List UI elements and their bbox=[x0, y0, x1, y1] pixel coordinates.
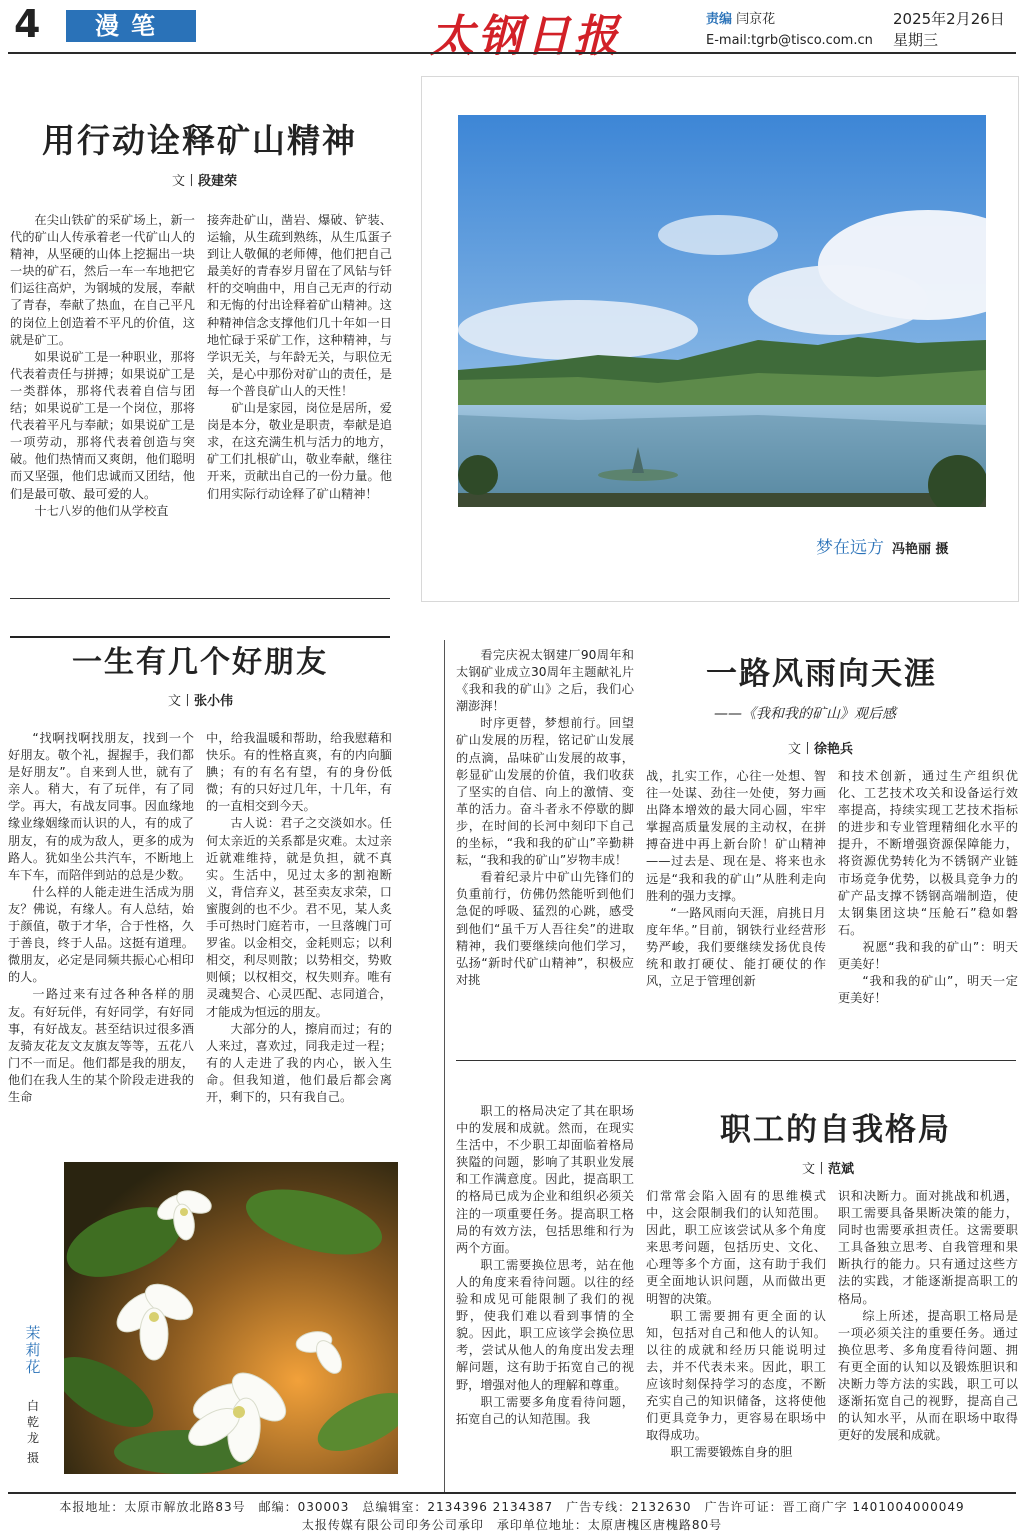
paragraph: 时序更替，梦想前行。回望矿山发展的历程，铭记矿山发展的点滴，品味矿山发展的故事，彰显矿山发展的价值，我们收获了坚实的自信、向上的激情、变革的活力。奋斗者永不停歇的脚步，在时间的长河中刻印下自己的坐标，“我和我的矿山”辛勤耕耘，“我和我的矿山”岁物丰成！ bbox=[456, 716, 634, 868]
section-label: 漫笔 bbox=[66, 10, 196, 42]
paragraph: 和技术创新，通过生产组织优化、工艺技术攻关和设备运行效率提高，持续实现工艺技术指标的进步和专业管理精细化水平的提升，不断增强资源保障能力，将资源优势转化为不锈钢产业链市场竞争优势，以极具竞争力的矿产品支撑不锈钢高端制造，使太钢集团这块“压舱石”稳如磐石。 bbox=[838, 769, 1018, 937]
jasmine-flower-photo bbox=[64, 1162, 398, 1474]
paragraph: 一路过来有过各种各样的朋友。有好玩伴，有好同学，有好同事，有好战友。甚至结识过很多酒友骑友花友文友旗友等等，五花八门不一而足。他们都是我的朋友，他们在我人生的某个阶段走进我的生命 bbox=[8, 987, 194, 1104]
paragraph: 看完庆祝太钢建厂90周年和太钢矿业成立30周年主题献礼片《我和我的矿山》之后，我们心潮澎湃！ bbox=[456, 648, 634, 714]
article2-title: 一生有几个好朋友 bbox=[72, 645, 328, 680]
paragraph: 接奔赴矿山，凿岩、爆破、铲装、运输，从生疏到熟练，从生瓜蛋子到让人敬佩的老师傅，他们把自己最美好的青春岁月留在了风钻与钎杆的交响曲中，用自己无声的行动和无悔的付出诠释着矿山精神。这种精神信念支撑他们几十年如一日地忙碌于采矿工作，这种精神，与学识无关，与年龄无关，与职位无关，是心中那份对矿山的责任，是每一个普良矿山人的天性！ bbox=[207, 213, 392, 398]
paragraph: “我和我的矿山”，明天一定更美好！ bbox=[838, 974, 1018, 1006]
paragraph: 职工需要多角度看待问题，拓宽自己的认知范围。我 bbox=[456, 1394, 634, 1426]
divider bbox=[10, 598, 390, 599]
editor-label: 责编 bbox=[706, 12, 733, 27]
photo1-credit bbox=[892, 542, 949, 557]
byline-prefix: 文丨 bbox=[788, 742, 815, 757]
header-rule bbox=[8, 52, 1016, 54]
paragraph: 大部分的人，擦肩而过；有的人来过，喜欢过，同我走过一程；有的人走进了我的内心，嵌入生命。但我知道，他们最后都会离开，剩下的，只有我自己。 bbox=[206, 1021, 392, 1104]
article3-col3 bbox=[838, 768, 1018, 1007]
article4-col3 bbox=[838, 1188, 1018, 1444]
newspaper-masthead: 太钢日报 bbox=[430, 11, 622, 62]
paragraph: 识和决断力。面对挑战和机遇，职工需要具备果断决策的能力，同时也需要承担责任。这需要职工具备独立思考、自我管理和果断执行的能力。只有通过这些方法的实践，才能逐渐提高职工的格局。 bbox=[838, 1189, 1018, 1306]
footer-printer: 太报传媒有限公司印务公司承印 承印单位地址：太原唐槐区唐槐路80号 bbox=[301, 1518, 723, 1532]
divider bbox=[456, 1060, 1016, 1061]
photo2-credit bbox=[22, 1398, 44, 1466]
credit-suffix: 摄 bbox=[26, 1451, 39, 1465]
column-divider bbox=[444, 640, 445, 1492]
photographer: 白乾龙 bbox=[26, 1399, 39, 1445]
article1-col1 bbox=[10, 212, 195, 520]
date-text: 2025年2月26日 bbox=[893, 10, 1005, 28]
byline-prefix: 文丨 bbox=[802, 1162, 829, 1177]
paragraph: “找啊找啊找朋友，找到一个好朋友。敬个礼，握握手，我们都是好朋友”。自来到人世，就有了亲人。稍大，有了玩伴，有了同学。再大，有战友同事。因血缘地缘业缘姻缘而认识的人，有的成了朋友，有的成为敌人，更多的成为路人。犹如坐公共汽车，不断地上车下车，而陪伴到站的总是少数。 bbox=[8, 731, 194, 882]
footer-address: 本报地址：太原市解放北路83号 邮编：030003 总编辑室：2134396 2134387 广告专线：2132630 广告许可证：晋工商广字 1401004000049 bbox=[59, 1500, 965, 1514]
article3-subtitle: ——《我和我的矿山》观后感 bbox=[714, 706, 896, 722]
paragraph: 如果说矿工是一种职业，那将代表着责任与拼搏；如果说矿工是一类群体，那将代表着自信与团结；如果说矿工是一个岗位，那将代表着平凡与奉献；如果说矿工是一项劳动，那将代表着创造与突破。他们热情而又爽朗，他们聪明而又坚强，他们忠诚而又团结，他们是最可敬、最可爱的人。 bbox=[10, 349, 195, 501]
article4-title: 职工的自我格局 bbox=[720, 1112, 951, 1148]
paragraph: 们常常会陷入固有的思维模式中，这会限制我们的认知范围。因此，职工应该尝试从多个角度来思考问题，包括历史、文化、心理等多个方面，这有助于我们更全面地认识问题，从而做出更明智的决策。 bbox=[646, 1189, 826, 1306]
byline-prefix: 文丨 bbox=[172, 174, 199, 189]
article1-byline bbox=[172, 170, 237, 189]
article3-byline bbox=[788, 738, 853, 757]
paragraph: 矿山是家园，岗位是居所，爱岗是本分，敬业是职责，奉献是追求，在这充满生机与活力的地方，矿工们扎根矿山，敬业奉献，继往开来，贡献出自己的一份力量。他们用实际行动诠释了矿山精神！ bbox=[207, 401, 392, 501]
paragraph: 职工的格局决定了其在职场中的发展和成就。然而，在现实生活中，不少职工却面临着格局狭隘的问题，影响了其职业发展和工作满意度。因此，提高职工的格局已成为企业和组织必须关注的一项重要任务。提高职工格局的有效方法，包括思维和行为两个方面。 bbox=[456, 1104, 634, 1255]
paragraph: 职工需要换位思考，站在他人的角度来看待问题。以往的经验和成见可能限制了我们的视野，使我们难以看到事情的全貌。因此，职工应该学会换位思考，尝试从他人的角度出发去理解问题，这有助于拓宽自己的视野，增强对他人的理解和尊重。 bbox=[456, 1257, 634, 1392]
footer-rule bbox=[8, 1492, 1016, 1494]
paragraph: 职工需要锻炼自身的胆 bbox=[670, 1445, 793, 1460]
photographer: 冯艳丽 bbox=[892, 542, 932, 557]
article2-col2 bbox=[206, 730, 392, 1106]
photo2-caption: 茉莉花 bbox=[25, 1324, 41, 1376]
article4-col1 bbox=[456, 1103, 634, 1428]
article3-col2 bbox=[646, 768, 826, 990]
weekday-text: 星期三 bbox=[893, 31, 939, 49]
photo1-caption bbox=[816, 533, 949, 558]
article1-title: 用行动诠释矿山精神 bbox=[42, 121, 357, 160]
article4-col2 bbox=[646, 1188, 826, 1462]
editor-info bbox=[706, 9, 873, 51]
article3-title: 一路风雨向天涯 bbox=[706, 656, 937, 692]
editor-name: 闫京花 bbox=[736, 12, 776, 27]
paragraph: 职工需要拥有更全面的认知，包括对自己和他人的认知。以往的成就和经历只能说明过去，并不代表未来。因此，职工应该时刻保持学习的态度，不断充实自己的知识储备，这将使他们更具竞争力，更容易在职场中取得成功。 bbox=[646, 1308, 826, 1443]
article3-col1 bbox=[456, 647, 634, 989]
article1-author: 段建荣 bbox=[198, 174, 238, 189]
paragraph: 古人说：君子之交淡如水。任何太亲近的关系都是灾难。太过亲近就难维持，就是负担，就不真实。生活中，见过太多的割袍断义，背信弃义，甚至卖友求荣，口蜜腹剑的也不少。君不见，某人炙手可热时门庭若市，一旦落魄门可罗雀。以金相交，金耗则忘；以利相交，利尽则散；以势相交，势败则倾；以权相交，权失则弃。唯有灵魂契合、心灵匹配、志同道合，才能成为恒远的朋友。 bbox=[206, 816, 392, 1019]
article1-col2 bbox=[207, 212, 392, 503]
editor-email: E-mail:tgrb@tisco.com.cn bbox=[706, 33, 873, 48]
page-number: 4 bbox=[14, 2, 41, 46]
photo-frame bbox=[421, 76, 1019, 602]
paragraph: 综上所述，提高职工格局是一项必须关注的重要任务。通过换位思考、多角度看待问题、拥有更全面的认知以及锻炼胆识和决断力等方法的实践，职工可以逐渐拓宽自己的视野，提高自己的认知水平，从而在职场中取得更好的发展和成就。 bbox=[838, 1308, 1018, 1443]
credit-suffix: 摄 bbox=[935, 542, 949, 557]
paragraph: 战，扎实工作，心往一处想、智往一处谋、劲往一处使，努力画出降本增效的最大同心圆，牢牢掌握高质量发展的主动权，在拼搏奋进中再上新台阶！矿山精神——过去是、现在是、将来也永远是“我和我的矿山”从胜利走向胜利的强力支撑。 bbox=[646, 769, 826, 903]
issue-date bbox=[893, 9, 1005, 51]
article3-author: 徐艳兵 bbox=[814, 742, 854, 757]
article2-author: 张小伟 bbox=[194, 694, 234, 709]
paragraph: 看着纪录片中矿山先锋们的负重前行，仿佛仍然能听到他们急促的呼吸、猛烈的心跳，感受到他们“虽千万人吾往矣”的进取精神，我们要继续向他们学习，弘扬“新时代矿山精神”，积极应对挑 bbox=[456, 870, 634, 987]
paragraph: 什么样的人能走进生活成为朋友？佛说，有缘人。有人总结，始于颜值，敬于才华，合于性格，久于善良，终于人品。这挺有道理。微朋友，必定是同频共振心心相印的人。 bbox=[8, 884, 194, 985]
paragraph: “一路风雨向天涯，肩挑日月度年华。”目前，钢铁行业经营形势严峻，我们要继续发扬优良传统和敢打硬仗、能打硬仗的作风，立足于管理创新 bbox=[646, 905, 826, 989]
paragraph: 十七八岁的他们从学校直 bbox=[34, 503, 169, 518]
article4-author: 范斌 bbox=[828, 1162, 855, 1177]
paragraph: 中，给我温暖和帮助，给我慰藉和快乐。有的性格直爽，有的内向腼腆；有的有名有望，有的身份低微；有的只好过几年，十几年，有的一直相交到今天。 bbox=[206, 731, 392, 814]
caption-text: 梦在远方 bbox=[816, 538, 884, 558]
byline-prefix: 文丨 bbox=[168, 694, 195, 709]
article2-col1 bbox=[8, 730, 194, 1106]
article2-byline bbox=[168, 690, 233, 709]
paragraph: 在尖山铁矿的采矿场上，新一代的矿山人传承着老一代矿山人的精神，从坚硬的山体上挖掘出一块一块的矿石，然后一车一车地把它们运往高炉，为钢城的发展，奉献了青春，奉献了热血，在自己平凡的岗位上创造着不平凡的价值，这就是矿工。 bbox=[10, 213, 195, 347]
lake-landscape-photo bbox=[458, 115, 986, 507]
article4-byline bbox=[802, 1158, 854, 1177]
paragraph: 祝愿“我和我的矿山”：明天更美好！ bbox=[838, 939, 1018, 972]
